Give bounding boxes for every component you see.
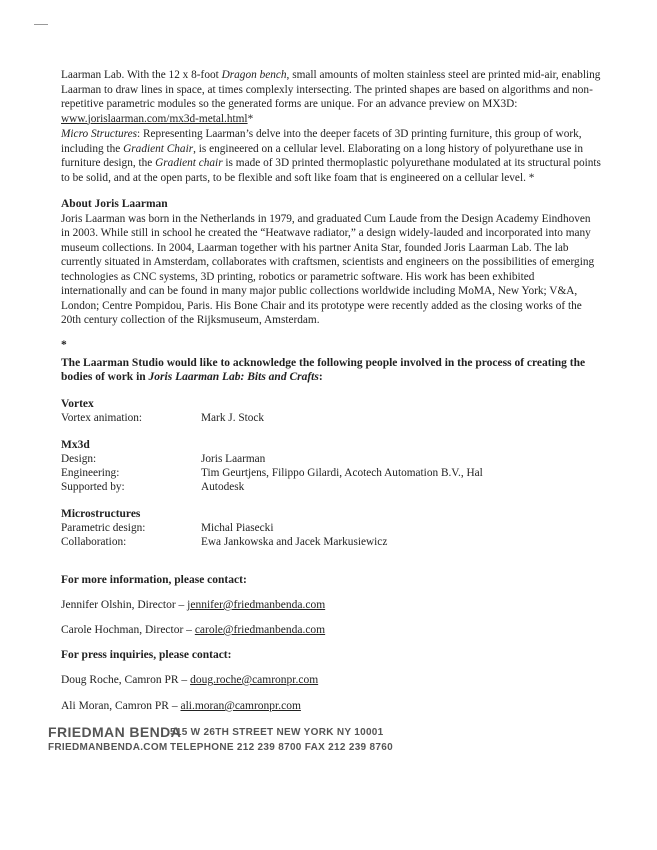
dragon-bench-title: Dragon bench: [221, 69, 287, 81]
credit-role: Engineering:: [61, 467, 120, 479]
credit-role: Parametric design:: [61, 522, 146, 534]
acknowledgement: [61, 338, 611, 384]
about-section: [61, 197, 601, 328]
credit-role: Supported by:: [61, 481, 125, 493]
email-link[interactable]: carole@friedmanbenda.com: [194, 624, 326, 636]
credits-vortex: [61, 397, 601, 425]
contact-name: Doug Roche, Camron PR –: [61, 674, 191, 686]
scan-mark: [34, 24, 48, 25]
paragraph-mx3d: [61, 68, 601, 126]
credit-names: Ewa Jankowska and Jacek Markusiewicz: [201, 536, 388, 548]
contact-name: Jennifer Olshin, Director –: [61, 599, 188, 611]
gradient-chair-title: Gradient Chair: [123, 142, 194, 155]
footnote-star: *: [525, 171, 535, 184]
credit-heading: Microstructures: [61, 508, 141, 520]
credit-heading: Mx3d: [61, 439, 90, 451]
mx3d-text-a: Laarman Lab. With the 12 x 8-foot: [61, 69, 222, 81]
credit-row: [61, 521, 601, 535]
mx3d-preview-link[interactable]: www.jorislaarman.com/mx3d-metal.html: [61, 112, 248, 125]
credit-names: Autodesk: [201, 481, 245, 493]
about-body: Joris Laarman was born in the Netherlands in 1979, and graduated Cum Laude from the Design Academy Eindhoven in 2003. While still in school he created the “Heatwave radiator,” a design widely-lauded and incorporated into many museum collections. In 2004, Laarman together with his partner Anita Star, founded Joris Laarman Lab. The lab currently situated in Amsterdam, collaborates with craftsmen, scientists and engineers on the possibilities of emerging technologies as CNC systems, 3D printing, robotics or parametric software. His work has been exhibited internationally and can be found in many major public collections worldwide including MoMA, New York; V&A, London; Centre Pompidou, Paris. His Bone Chair and its prototype were recently added as the closing works of the 20th century collection of the Rijksmuseum, Amsterdam.: [61, 212, 595, 326]
ack-star: *: [61, 339, 67, 351]
gallery-website[interactable]: FRIEDMANBENDA.COM: [48, 742, 168, 753]
credit-heading: Vortex: [61, 398, 94, 410]
credit-row: [61, 535, 601, 549]
credits-mx3d: [61, 438, 601, 494]
micro-text-b: , is engineered on a cellular level. Elaborating on a long history of polyurethane use in furniture design, the: [61, 142, 584, 169]
micro-text-c: is made of 3D printed thermoplastic polyurethane modulated at its structural points to be solid, and at the open parts, to be flexible and soft like foam that is engineered on a cellular level.: [61, 157, 601, 184]
gallery-phone: TELEPHONE 212 239 8700 FAX 212 239 8760: [170, 742, 393, 753]
credit-names: Joris Laarman: [201, 453, 266, 465]
email-link[interactable]: ali.moran@camronpr.com: [180, 700, 301, 712]
credit-names: Mark J. Stock: [201, 412, 265, 424]
micro-text: [61, 127, 601, 185]
gallery-address: 515 W 26TH STREET NEW YORK NY 10001: [170, 727, 384, 738]
contact-name: Ali Moran, Camron PR –: [61, 700, 181, 712]
paragraph-micro-structures: [61, 127, 601, 185]
mx3d-text: [61, 68, 601, 126]
credit-row: [61, 452, 601, 466]
credit-names: Michal Piasecki: [201, 522, 274, 534]
mx3d-text-b: , small amounts of molten stainless steel are printed mid-air, enabling Laarman to draw lines in space, at times complexly intersecting. The printed shapes are based on algorithms and non- repetitive parametric modules so the generated forms are unique. For an advance preview on MX3D:: [61, 69, 601, 110]
exhibition-title: Joris Laarman Lab: Bits and Crafts: [148, 371, 319, 383]
micro-text-a: : Representing Laarman’s delve into the deeper facets of 3D printing furniture, this group of work, including the: [61, 128, 582, 155]
credit-row: [61, 480, 601, 494]
contact-line: [61, 623, 601, 637]
contact-name: Carole Hochman, Director –: [61, 624, 195, 636]
press-contact-heading: For press inquiries, please contact:: [61, 649, 232, 661]
credit-role: Design:: [61, 453, 97, 465]
credits-microstructures: [61, 507, 601, 549]
ack-text: The Laarman Studio would like to acknowledge the following people involved in the process of creating the bodies of work in: [61, 357, 586, 383]
gradient-chair-title-2: Gradient chair: [155, 157, 223, 169]
micro-structures-title: Micro Structures: [61, 128, 138, 140]
credit-row: [61, 466, 601, 480]
ack-end: :: [318, 371, 323, 383]
contact-line: [61, 699, 601, 713]
credit-row: [61, 411, 601, 425]
contact-line: [61, 673, 601, 687]
gallery-logo: FRIEDMAN BENDA: [48, 724, 182, 740]
info-contact-heading: For more information, please contact:: [61, 574, 247, 586]
footnote-star: *: [247, 112, 254, 125]
email-link[interactable]: jennifer@friedmanbenda.com: [187, 599, 326, 611]
contact-line: [61, 598, 601, 612]
credit-role: Collaboration:: [61, 536, 127, 548]
credit-role: Vortex animation:: [61, 412, 143, 424]
about-heading: About Joris Laarman: [61, 198, 168, 210]
email-link[interactable]: doug.roche@camronpr.com: [190, 674, 319, 686]
credit-names: Tim Geurtjens, Filippo Gilardi, Acotech Automation B.V., Hal: [201, 467, 483, 479]
